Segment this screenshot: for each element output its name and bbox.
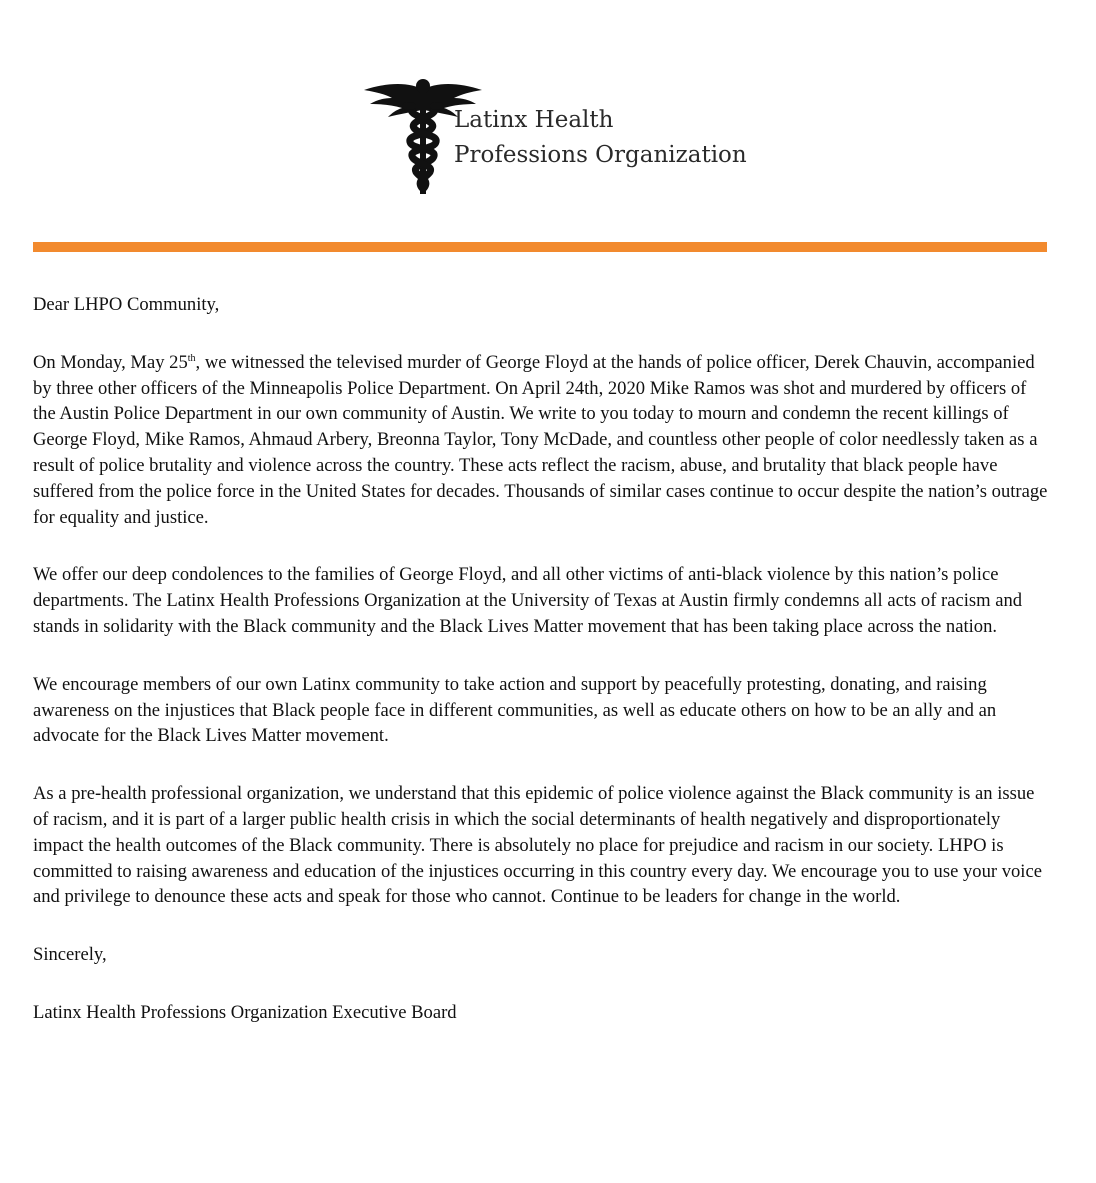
paragraph-1 [33, 350, 1053, 531]
paragraph-4: As a pre-health professional organization, we understand that this epidemic of police violence against the Black community is an issue of racism, and it is part of a larger public health crisis in which the social determinants of health negatively and disproportionately impact the health outcomes of the Black community. There is absolutely no place for prejudice and racism in our society. LHPO is committed to raising awareness and education of the injustices occurring in this country every day. We encourage you to use your voice and privilege to denounce these acts and speak for those who cannot. Continue to be leaders for change in the world. [33, 783, 1042, 908]
org-name [454, 103, 747, 173]
paragraph-1-start: On Monday, May 25 [33, 351, 188, 373]
closing: Sincerely, [33, 944, 107, 966]
paragraph-2: We offer our deep condolences to the families of George Floyd, and all other victims of anti-black violence by this nation’s police departments. The Latinx Health Professions Organization at the University of Texas at Austin firmly condemns all acts of racism and stands in solidarity with the Black community and the Black Lives Matter movement that has been taking place across the nation. [33, 564, 1023, 637]
letterhead [362, 76, 782, 196]
letter-body [33, 292, 1053, 1058]
org-name-line-2: Professions Organization [454, 142, 747, 168]
paragraph-1-rest: , we witnessed the televised murder of George Floyd at the hands of police officer, Derek Chauvin, accompanied by three other officers of the Minneapolis Police Department. On April 24th, 2020 Mike Ramos was shot and murdered by officers of the Austin Police Department in our own community of Austin. We write to you today to mourn and condemn the recent killings of George Floyd, Mike Ramos, Ahmaud Arbery, Breonna Taylor, Tony McDade, and countless other people of color needlessly taken as a result of police brutality and violence across the country. These acts reflect the racism, abuse, and brutality that black people have suffered from the police force in the United States for decades. Thousands of similar cases continue to occur despite the nation’s outrage for equality and justice. [33, 351, 1048, 528]
ordinal-suffix: th [187, 352, 196, 364]
org-name-line-1: Latinx Health [454, 107, 614, 133]
orange-divider [33, 242, 1047, 252]
salutation: Dear LHPO Community, [33, 294, 220, 315]
signature: Latinx Health Professions Organization Executive Board [33, 1001, 457, 1023]
paragraph-3: We encourage members of our own Latinx community to take action and support by peacefully protesting, donating, and raising awareness on the injustices that Black people face in different communities, as well as educate others on how to be an ally and an advocate for the Black Lives Matter movement. [33, 673, 997, 747]
